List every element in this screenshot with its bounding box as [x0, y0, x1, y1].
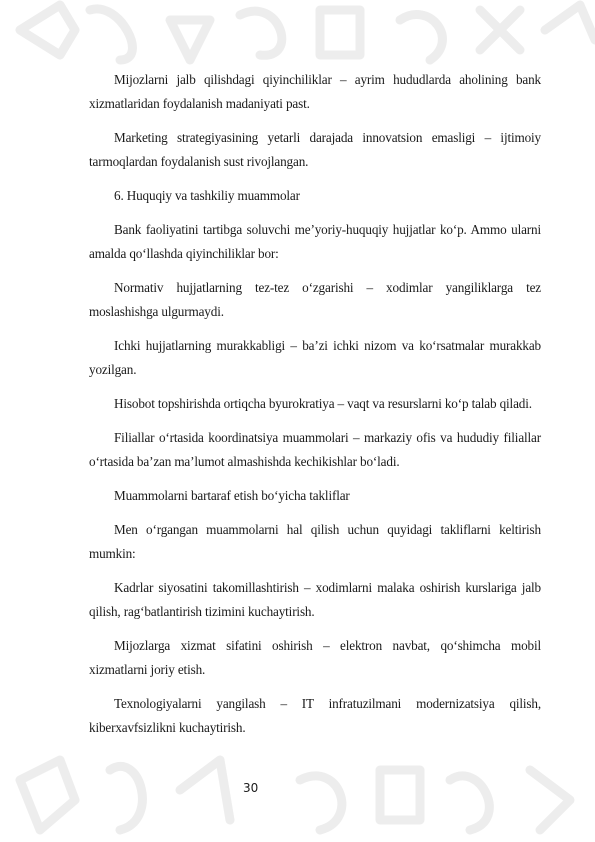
page-number: 30: [243, 781, 259, 795]
section-heading: Muammolarni bartaraf etish bo‘yicha takliflar: [114, 488, 350, 503]
paragraph: Marketing strategiyasining yetarli darajada innovatsion emasligi – ijtimoiy tarmoqlardan foydalanish sust rivojlangan.: [89, 130, 541, 169]
paragraph: Hisobot topshirishda ortiqcha byurokratiya – vaqt va resurslarni ko‘p talab qiladi.: [114, 396, 532, 411]
paragraph: Filiallar o‘rtasida koordinatsiya muammolari – markaziy ofis va hududiy filiallar o‘rtasida ba’zan ma’lumot almashishda kechikishlar bo‘ladi.: [89, 430, 541, 469]
paragraph: Kadrlar siyosatini takomillashtirish – xodimlarni malaka oshirish kurslariga jalb qilish, rag‘batlantirish tizimini kuchaytirish.: [89, 580, 541, 619]
paragraph: Mijozlarni jalb qilishdagi qiyinchiliklar – ayrim hududlarda aholining bank xizmatlaridan foydalanish madaniyati past.: [89, 72, 541, 111]
paragraph: Bank faoliyatini tartibga soluvchi me’yoriy-huquqiy hujjatlar ko‘p. Ammo ularni amalda qo‘llashda qiyinchiliklar bor:: [89, 222, 541, 261]
paragraph: Texnologiyalarni yangilash – IT infratuzilmani modernizatsiya qilish, kiberxavfsizlikni kuchaytirish.: [89, 696, 541, 735]
document-body: [89, 68, 541, 750]
paragraph: Mijozlarga xizmat sifatini oshirish – elektron navbat, qo‘shimcha mobil xizmatlarni joriy etish.: [89, 638, 541, 677]
paragraph: Normativ hujjatlarning tez-tez o‘zgarishi – xodimlar yangiliklarga tez moslashishga ulgurmaydi.: [89, 280, 541, 319]
section-heading: 6. Huquqiy va tashkiliy muammolar: [114, 188, 300, 203]
paragraph: Ichki hujjatlarning murakkabligi – ba’zi ichki nizom va ko‘rsatmalar murakkab yozilgan.: [89, 338, 541, 377]
paragraph: Men o‘rgangan muammolarni hal qilish uchun quyidagi takliflarni keltirish mumkin:: [89, 522, 541, 561]
